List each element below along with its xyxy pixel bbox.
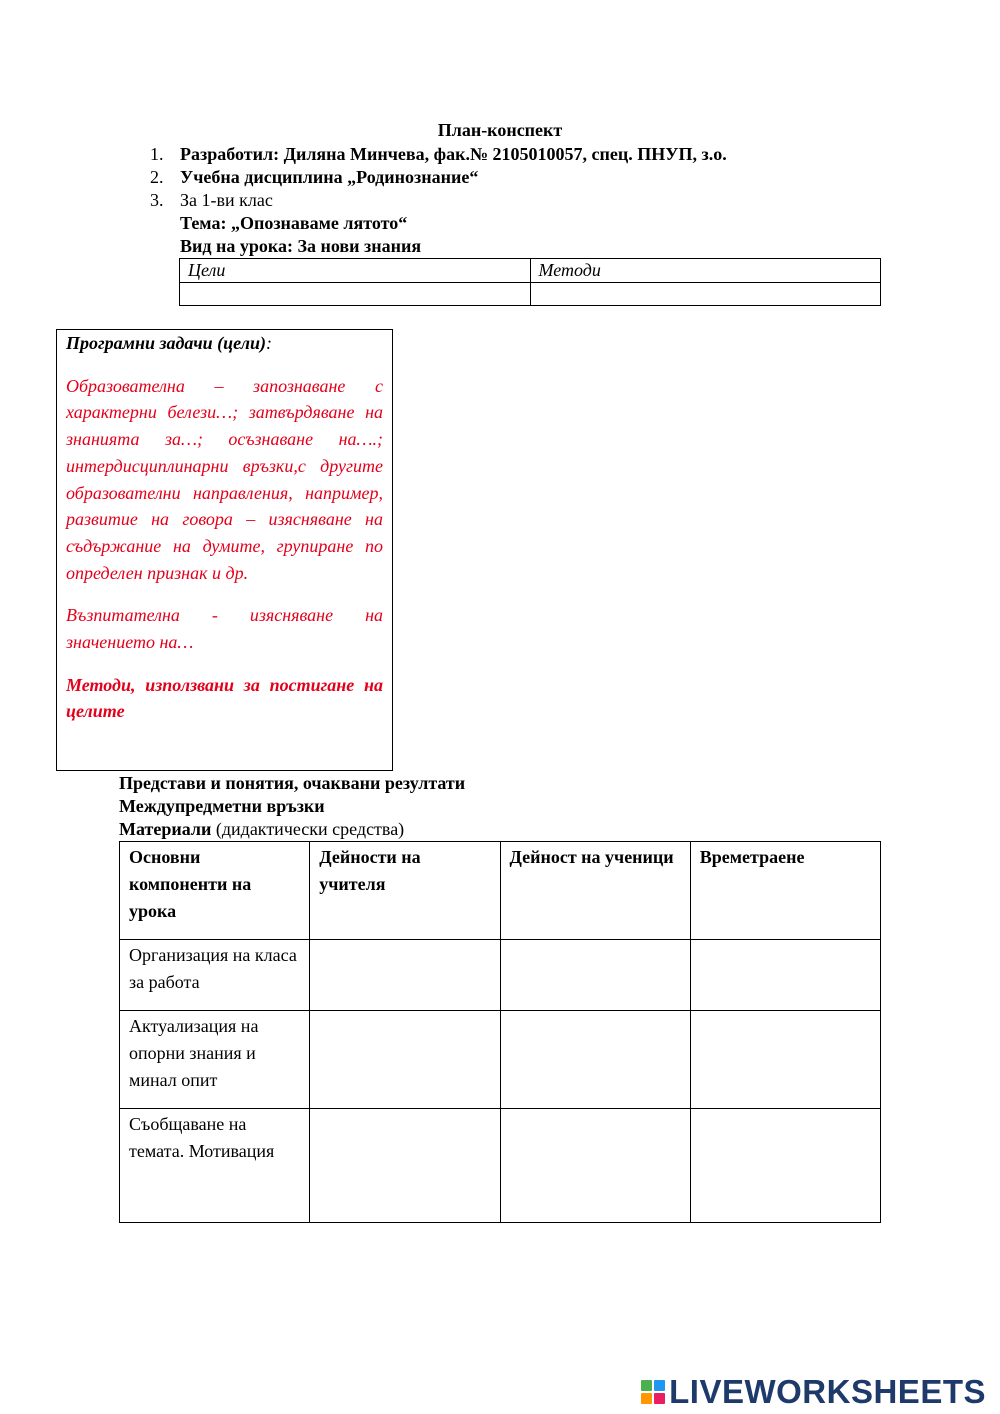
lesson-details: [119, 772, 465, 841]
logo-grid-icon: [641, 1380, 665, 1404]
interdisciplinary-line: Междупредметни връзки: [119, 796, 325, 816]
info-list: [150, 143, 727, 258]
teacher-cell[interactable]: [310, 1011, 500, 1109]
duration-cell[interactable]: [690, 1011, 880, 1109]
program-tasks-heading: [66, 330, 383, 357]
list-number: 2.: [150, 167, 164, 187]
brand-text: LIVEWORKSHEETS: [669, 1373, 986, 1410]
methods-empty-cell[interactable]: [530, 283, 881, 306]
lesson-type-line: Вид на урока: За нови знания: [180, 236, 422, 256]
materials-note: (дидактически средства): [211, 819, 405, 839]
page-title: План-конспект: [437, 120, 563, 140]
goals-empty-cell[interactable]: [180, 283, 531, 306]
author-line: Разработил: Диляна Минчева, фак.№ 2105010057, спец. ПНУП, з.о.: [180, 144, 727, 164]
logo-square: [641, 1393, 652, 1404]
program-tasks-heading-text: Програмни задачи (цели): [66, 333, 266, 353]
materials-line: [119, 818, 465, 841]
discipline-line: Учебна дисциплина „Родинознание“: [180, 167, 479, 187]
topic-line: Тема: „Опознаваме лятото“: [180, 213, 408, 233]
table-header-row: [120, 842, 881, 940]
header-student-activities: Дейност на ученици: [500, 842, 690, 940]
grade-line: За 1-ви клас: [180, 190, 273, 210]
list-item: [150, 189, 727, 212]
upbringing-goal-text: Възпитателна - изясняване на значението на…: [66, 605, 383, 653]
liveworksheets-logo[interactable]: [641, 1373, 986, 1411]
duration-cell[interactable]: [690, 940, 880, 1011]
header-components: Основни компоненти на урока: [120, 842, 310, 940]
header-teacher-activities: Дейности на учителя: [310, 842, 500, 940]
row-component: Актуализация на опорни знания и минал опит: [120, 1011, 310, 1109]
heading-colon: :: [265, 333, 272, 353]
expected-results-line: Представи и понятия, очаквани резултати: [119, 773, 466, 793]
list-item: [150, 143, 727, 166]
header-duration: Времетраене: [690, 842, 880, 940]
methods-header-cell: Методи: [530, 259, 881, 283]
student-cell[interactable]: [500, 940, 690, 1011]
student-cell[interactable]: [500, 1011, 690, 1109]
goals-header-cell: Цели: [180, 259, 531, 283]
lesson-plan-table: [119, 841, 881, 1223]
table-row: [120, 1011, 881, 1109]
list-item: [150, 166, 727, 189]
teacher-cell[interactable]: [310, 1109, 500, 1223]
table-row: [120, 940, 881, 1011]
teacher-cell[interactable]: [310, 940, 500, 1011]
methods-heading: Методи, използвани за постигане на целите: [66, 674, 383, 722]
list-number: 1.: [150, 144, 164, 164]
goals-table: [179, 258, 881, 306]
educational-goal-text: Образователна – запознаване с характерни белези…; затвърдяване на знанията за…; осъзнаване на….; интердисциплинарни връзки,с другите образователни направления, например, развитие на говора – изясняване на съдържание на думите, групиране по определен признак и др.: [66, 375, 383, 583]
logo-square: [654, 1393, 665, 1404]
duration-cell[interactable]: [690, 1109, 880, 1223]
list-number: 3.: [150, 190, 164, 210]
logo-square: [654, 1380, 665, 1391]
logo-square: [641, 1380, 652, 1391]
row-component: Организация на класа за работа: [120, 940, 310, 1011]
row-component: Съобщаване на темата. Мотивация: [120, 1109, 310, 1223]
program-tasks-box: [56, 329, 393, 771]
materials-label: Материали: [119, 819, 212, 839]
student-cell[interactable]: [500, 1109, 690, 1223]
table-row: [120, 1109, 881, 1223]
